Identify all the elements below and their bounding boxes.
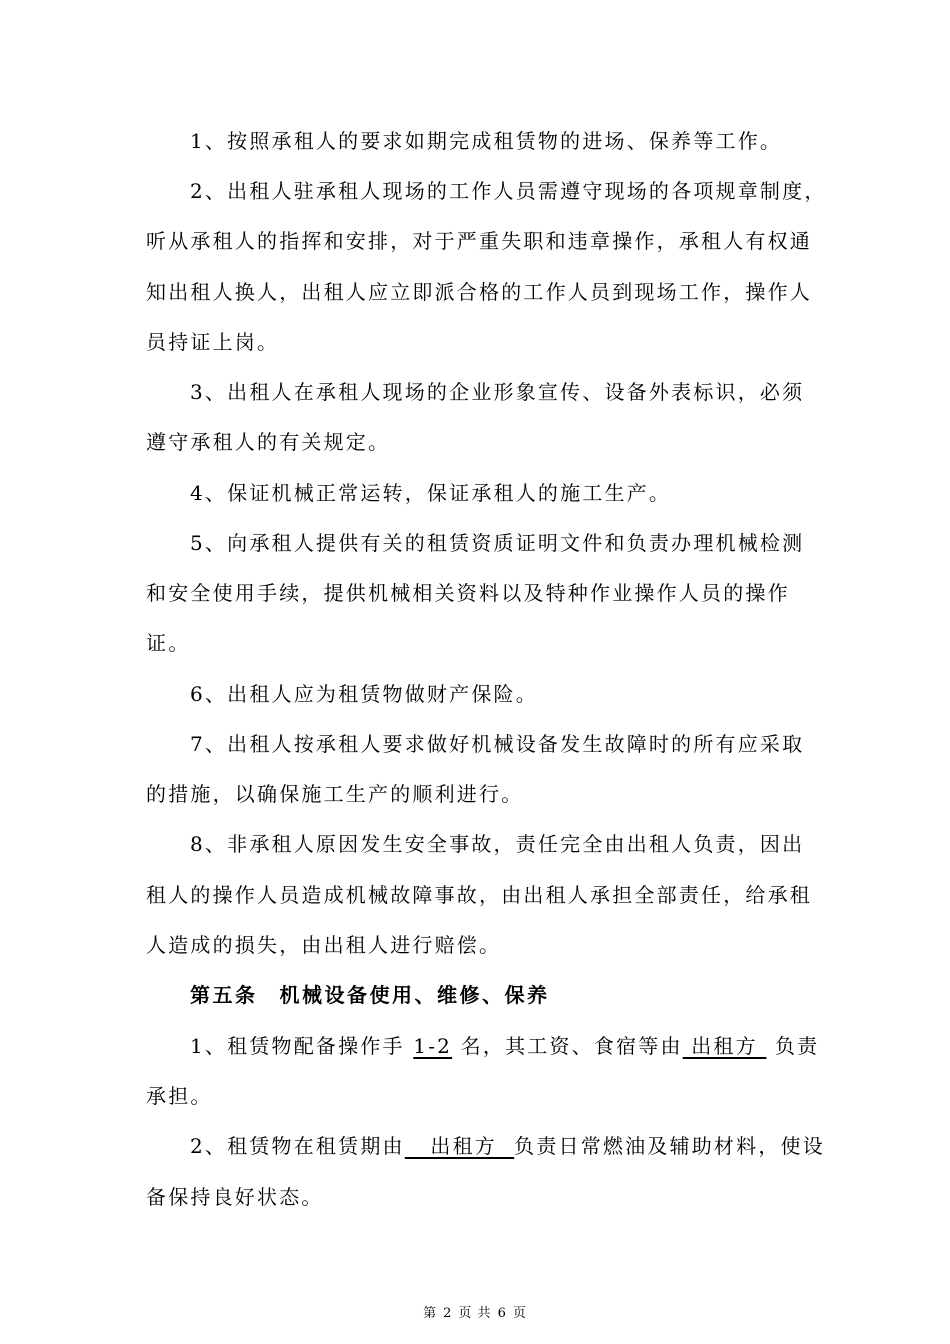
footer-label-page: 第 [423, 1306, 438, 1321]
page-footer [0, 1302, 950, 1321]
item-5-line-3: 证。 [146, 631, 191, 655]
article-5-item-1 [190, 1033, 819, 1059]
responsible-party: 出租方 [682, 1034, 767, 1058]
fuel-responsible-party: 出租方 [404, 1134, 515, 1158]
article-5-item-1-middle: 名，其工资、食宿等由 [452, 1034, 683, 1058]
item-7-line-2: 的措施，以确保施工生产的顺利进行。 [146, 782, 524, 806]
item-2-line-3: 知出租人换人，出租人应立即派合格的工作人员到现场工作，操作人 [146, 280, 812, 304]
article-5-title: 机械设备使用、维修、保养 [279, 983, 550, 1007]
item-5-line-1: 5、向承租人提供有关的租赁资质证明文件和负责办理机械检测 [190, 531, 805, 555]
article-5-item-1-cont: 承担。 [146, 1084, 213, 1108]
item-6: 6、出租人应为租赁物做财产保险。 [190, 682, 538, 706]
item-8-line-2: 租人的操作人员造成机械故障事故，由出租人承担全部责任，给承租 [146, 883, 812, 907]
item-8-line-1: 8、非承租人原因发生安全事故，责任完全由出租人负责，因出 [190, 832, 805, 856]
footer-label-of: 页 共 [458, 1306, 492, 1321]
article-5-number: 第五条 [190, 983, 258, 1007]
article-5-item-1-prefix: 1、租赁物配备操作手 [190, 1034, 414, 1058]
article-5-heading [190, 982, 550, 1008]
article-5-item-2-cont: 备保持良好状态。 [146, 1185, 324, 1209]
article-5-item-2 [190, 1133, 825, 1159]
item-4: 4、保证机械正常运转，保证承租人的施工生产。 [190, 481, 672, 505]
item-1: 1、按照承租人的要求如期完成租赁物的进场、保养等工作。 [190, 129, 783, 153]
item-2-line-1: 2、出租人驻承租人现场的工作人员需遵守现场的各项规章制度， [190, 179, 827, 203]
article-5-item-2-suffix: 负责日常燃油及辅助材料，使设 [514, 1134, 825, 1158]
article-5-item-2-prefix: 2、租赁物在租赁期由 [190, 1134, 405, 1158]
item-3-line-2: 遵守承租人的有关规定。 [146, 430, 391, 454]
footer-total-pages: 6 [497, 1306, 507, 1321]
article-5-item-1-suffix: 负责 [766, 1034, 820, 1058]
item-8-line-3: 人造成的损失，由出租人进行赔偿。 [146, 933, 502, 957]
item-2-line-4: 员持证上岗。 [146, 330, 280, 354]
footer-current-page: 2 [443, 1306, 453, 1321]
operator-count: 1-2 [413, 1034, 453, 1058]
footer-label-end: 页 [512, 1306, 527, 1321]
item-3-line-1: 3、出租人在承租人现场的企业形象宣传、设备外表标识，必须 [190, 380, 805, 404]
item-5-line-2: 和安全使用手续，提供机械相关资料以及特种作业操作人员的操作 [146, 581, 790, 605]
item-7-line-1: 7、出租人按承租人要求做好机械设备发生故障时的所有应采取 [190, 732, 805, 756]
item-2-line-2: 听从承租人的指挥和安排，对于严重失职和违章操作，承租人有权通 [146, 229, 812, 253]
